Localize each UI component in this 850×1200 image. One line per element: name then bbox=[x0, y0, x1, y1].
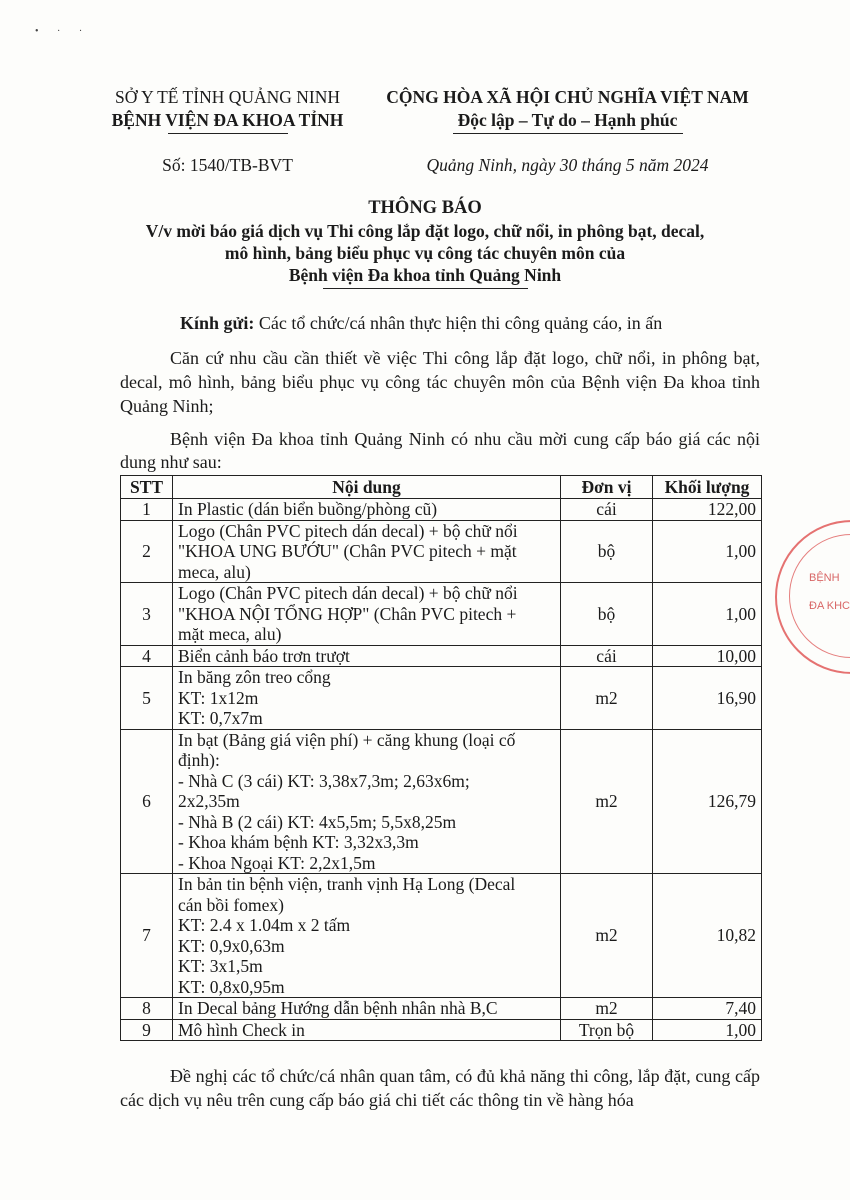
notice-title bbox=[130, 197, 720, 289]
row-content-line: - Khoa khám bệnh KT: 3,32x3,3m bbox=[178, 832, 419, 852]
row-content-line: meca, alu) bbox=[178, 561, 251, 582]
greeting-label: Kính gửi: bbox=[180, 313, 255, 333]
row-unit: m2 bbox=[561, 874, 653, 998]
row-content bbox=[173, 729, 561, 874]
row-content-line: KT: 3x1,5m bbox=[178, 956, 263, 976]
row-content-line: KT: 1x12m bbox=[178, 687, 259, 708]
row-content-line: In bản tin bệnh viện, tranh vịnh Hạ Long (Decal bbox=[178, 874, 516, 894]
row-stt: 5 bbox=[121, 667, 173, 730]
subject-line-2: mô hình, bảng biểu phục vụ công tác chuyên môn của bbox=[224, 243, 626, 263]
national-header bbox=[360, 86, 775, 177]
row-content-line: - Nhà B (2 cái) KT: 4x5,5m; 5,5x8,25m bbox=[178, 811, 457, 832]
row-content-line: "KHOA NỘI TỔNG HỢP" (Chân PVC pitech + bbox=[178, 603, 517, 624]
row-stt: 7 bbox=[121, 874, 173, 998]
row-content bbox=[173, 1019, 561, 1041]
table-row bbox=[121, 1019, 762, 1041]
scan-specks: • · · bbox=[35, 26, 91, 37]
row-unit: bộ bbox=[561, 520, 653, 583]
table-row bbox=[121, 729, 762, 874]
header-qty: Khối lượng bbox=[653, 476, 762, 499]
seal-inner-ring bbox=[789, 534, 850, 658]
header-unit: Đơn vị bbox=[561, 476, 653, 499]
document-number: Số: 1540/TB-BVT bbox=[162, 155, 293, 175]
subject-line-1: V/v mời báo giá dịch vụ Thi công lắp đặt logo, chữ nổi, in phông bạt, decal, bbox=[145, 221, 705, 241]
row-content-line: - Khoa Ngoại KT: 2,2x1,5m bbox=[178, 852, 376, 873]
row-unit: m2 bbox=[561, 998, 653, 1020]
row-stt: 4 bbox=[121, 645, 173, 667]
row-unit: cái bbox=[561, 645, 653, 667]
row-unit: bộ bbox=[561, 583, 653, 646]
hospital-name: BỆNH VIỆN ĐA KHOA TỈNH bbox=[111, 110, 344, 130]
row-content bbox=[173, 499, 561, 521]
seal-text-2: ĐA KHC bbox=[809, 600, 850, 612]
row-content-line: In Decal bảng Hướng dẫn bệnh nhân nhà B,C bbox=[178, 998, 498, 1018]
issuer-underline bbox=[168, 133, 288, 134]
items-table bbox=[120, 475, 762, 1041]
row-qty: 16,90 bbox=[653, 667, 762, 730]
row-content-line: KT: 0,7x7m bbox=[178, 708, 263, 728]
notice-heading: THÔNG BÁO bbox=[368, 198, 482, 218]
header-content: Nội dung bbox=[173, 476, 561, 499]
national-motto: Độc lập – Tự do – Hạnh phúc bbox=[457, 110, 678, 130]
table-row bbox=[121, 667, 762, 730]
row-content-line: 2x2,35m bbox=[178, 791, 240, 811]
row-content bbox=[173, 874, 561, 998]
table-row bbox=[121, 645, 762, 667]
row-unit: Trọn bộ bbox=[561, 1019, 653, 1041]
row-qty: 1,00 bbox=[653, 1019, 762, 1041]
row-stt: 2 bbox=[121, 520, 173, 583]
title-underline bbox=[323, 288, 528, 289]
issuer-block bbox=[95, 86, 360, 177]
table-row bbox=[121, 998, 762, 1020]
row-content-line: Mô hình Check in bbox=[178, 1019, 305, 1040]
row-content-line: KT: 2.4 x 1.04m x 2 tấm bbox=[178, 915, 351, 935]
paragraph-request: Bệnh viện Đa khoa tỉnh Quảng Ninh có nhu cầu mời cung cấp báo giá các nội dung như sau: bbox=[120, 429, 760, 472]
row-stt: 6 bbox=[121, 729, 173, 874]
greeting-text: Các tổ chức/cá nhân thực hiện thi công quảng cáo, in ấn bbox=[254, 313, 663, 333]
row-qty: 1,00 bbox=[653, 583, 762, 646]
table-row bbox=[121, 499, 762, 521]
row-content bbox=[173, 667, 561, 730]
table-body bbox=[121, 499, 762, 1041]
table-row bbox=[121, 520, 762, 583]
row-stt: 3 bbox=[121, 583, 173, 646]
row-content bbox=[173, 998, 561, 1020]
row-content-line: "KHOA UNG BƯỚU" (Chân PVC pitech + mặt bbox=[178, 541, 517, 561]
header-stt: STT bbox=[121, 476, 173, 499]
table-header-row bbox=[121, 476, 762, 499]
row-qty: 126,79 bbox=[653, 729, 762, 874]
greeting-line bbox=[180, 312, 780, 334]
row-unit: m2 bbox=[561, 667, 653, 730]
table-row bbox=[121, 583, 762, 646]
paragraph-closing: Đề nghị các tổ chức/cá nhân quan tâm, có đủ khả năng thi công, lắp đặt, cung cấp các dịch vụ nêu trên cung cấp báo giá chi tiết các thông tin về hàng hóa bbox=[120, 1066, 760, 1110]
row-content-line: KT: 0,8x0,95m bbox=[178, 976, 285, 997]
row-qty: 1,00 bbox=[653, 520, 762, 583]
row-content-line: - Nhà C (3 cái) KT: 3,38x7,3m; 2,63x6m; bbox=[178, 770, 470, 791]
agency-name: SỞ Y TẾ TỈNH QUẢNG NINH bbox=[114, 87, 341, 107]
row-stt: 8 bbox=[121, 998, 173, 1020]
row-unit: m2 bbox=[561, 729, 653, 874]
row-qty: 10,82 bbox=[653, 874, 762, 998]
red-seal-stamp bbox=[775, 520, 850, 674]
paragraph-basis: Căn cứ nhu cầu cần thiết về việc Thi công lắp đặt logo, chữ nổi, in phông bạt, decal, mô hình, bảng biểu phục vụ công tác chuyên môn của Bệnh viện Đa khoa tỉnh Quảng Ninh; bbox=[120, 348, 760, 416]
table-row bbox=[121, 874, 762, 998]
row-content-line: Logo (Chân PVC pitech dán decal) + bộ chữ nổi bbox=[178, 583, 518, 603]
issue-date: Quảng Ninh, ngày 30 tháng 5 năm 2024 bbox=[426, 155, 709, 175]
row-content-line: Biển cảnh báo trơn trượt bbox=[178, 645, 350, 666]
row-unit: cái bbox=[561, 499, 653, 521]
row-content-line: cán bồi fomex) bbox=[178, 894, 284, 915]
row-content-line: Logo (Chân PVC pitech dán decal) + bộ chữ nổi bbox=[178, 520, 518, 541]
row-content-line: KT: 0,9x0,63m bbox=[178, 935, 285, 956]
seal-text-1: BỆNH bbox=[809, 572, 840, 584]
row-qty: 122,00 bbox=[653, 499, 762, 521]
row-content bbox=[173, 520, 561, 583]
row-content bbox=[173, 645, 561, 667]
row-content-line: In Plastic (dán biển buồng/phòng cũ) bbox=[178, 499, 438, 519]
row-stt: 9 bbox=[121, 1019, 173, 1041]
row-qty: 10,00 bbox=[653, 645, 762, 667]
row-qty: 7,40 bbox=[653, 998, 762, 1020]
subject-line-3: Bệnh viện Đa khoa tỉnh Quảng Ninh bbox=[288, 265, 562, 285]
motto-underline bbox=[453, 133, 683, 134]
row-stt: 1 bbox=[121, 499, 173, 521]
row-content-line: In bạt (Bảng giá viện phí) + căng khung (loại cố bbox=[178, 729, 516, 750]
row-content-line: In băng zôn treo cổng bbox=[178, 667, 331, 687]
row-content-line: định): bbox=[178, 750, 220, 770]
row-content-line: mặt meca, alu) bbox=[178, 624, 282, 644]
nation-name: CỘNG HÒA XÃ HỘI CHỦ NGHĨA VIỆT NAM bbox=[386, 87, 749, 107]
row-content bbox=[173, 583, 561, 646]
